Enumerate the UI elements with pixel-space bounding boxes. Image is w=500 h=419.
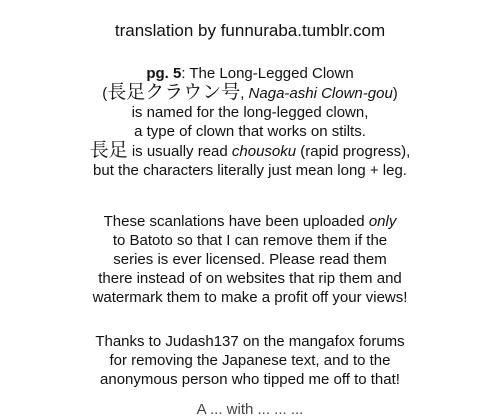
- kanji-term: 長足: [89, 140, 128, 161]
- reading-line: [0, 141, 500, 161]
- note-text: is usually read: [127, 143, 232, 160]
- reading-term: chousoku: [231, 143, 297, 160]
- cut-off-text: A ... with ... ... ...: [196, 401, 304, 418]
- note-line: but the characters literally just mean long + leg.: [93, 162, 407, 179]
- note-title-line: [0, 64, 500, 83]
- credit-text: translation by funnuraba.tumblr.com: [114, 21, 386, 40]
- separator: ,: [240, 85, 249, 102]
- japanese-name-line: [0, 83, 500, 103]
- note-line: a type of clown that works on stilts.: [134, 123, 366, 140]
- notice-line: watermark them to make a profit off your views!: [92, 289, 408, 306]
- notice-line: [0, 212, 500, 231]
- romaji-name: Naga-ashi Clown-gou: [248, 85, 393, 102]
- notice-text: These scanlations have been uploaded: [103, 213, 369, 230]
- emphasis-only: only: [368, 213, 397, 230]
- notice-line: series is ever licensed. Please read them: [113, 251, 387, 268]
- notice-line: to Batoto so that I can remove them if the: [112, 232, 388, 249]
- notice-line: there instead of on websites that rip them and: [98, 270, 402, 287]
- page-label: pg. 5: [146, 65, 182, 82]
- scanlation-notice: [0, 212, 500, 307]
- thanks-line: for removing the Japanese text, and to the: [109, 352, 391, 369]
- translation-note: [0, 64, 500, 180]
- japanese-name: 長足クラウン号: [107, 82, 241, 103]
- paren-close: ): [392, 85, 398, 102]
- thanks-note: [0, 332, 500, 389]
- thanks-line: Thanks to Judash137 on the mangafox forums: [95, 333, 405, 350]
- thanks-line: anonymous person who tipped me off to that!: [100, 371, 400, 388]
- translator-credit: [0, 21, 500, 41]
- note-text: (rapid progress),: [296, 143, 411, 160]
- note-title: : The Long-Legged Clown: [181, 65, 354, 82]
- paren-open: (: [102, 85, 108, 102]
- note-line: is named for the long-legged clown,: [131, 104, 369, 121]
